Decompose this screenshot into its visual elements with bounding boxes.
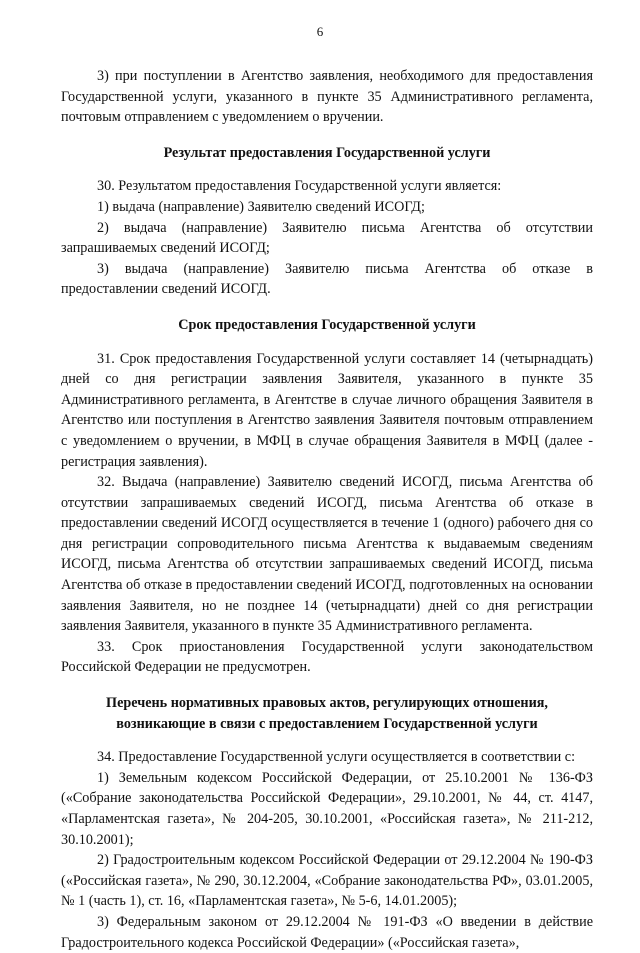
paragraph-31: 31. Срок предоставления Государственной услуги составляет 14 (четырнадцать) дней со дня регистрации заявления Заявителя, указанного в пункте 35 Административного регламента, в Агентстве в случае личного обращения Заявителя в Агентство или поступления в Агентство заявления Заявителя почтовым отправлением с уведомлением о вручении, в МФЦ в случае обращения Заявителя в МФЦ (далее - регистрация заявления).	[61, 350, 593, 470]
section-heading-result: Результат предоставления Государственной услуги	[163, 144, 491, 161]
list-item-34-2: 2) Градостроительным кодексом Российской Федерации от 29.12.2004 № 190-ФЗ («Российская газета», № 290, 30.12.2004, «Собрание законодательства РФ», 03.01.2005, № 1 (часть 1), ст. 16, «Парламентская газета», № 5-6, 14.01.2005);	[61, 852, 593, 910]
intro-paragraph: 3) при поступлении в Агентство заявления, необходимого для предоставления Государственной услуги, указанного в пункте 35 Административного регламента, почтовым отправлением с уведомлением о вручении.	[61, 68, 593, 126]
page-number: 6	[316, 24, 324, 39]
list-item-34-1: 1) Земельным кодексом Российской Федерации, от 25.10.2001 № 136-ФЗ («Собрание законодательства Российской Федерации», 29.10.2001, № 44, ст. 4147, «Парламентская газета», № 204-205, 30.10.2001, «Российская газета», № 211-212, 30.10.2001);	[61, 769, 593, 848]
paragraph-33: 33. Срок приостановления Государственной услуги законодательством Российской Федерации не предусмотрен.	[61, 638, 593, 676]
paragraph-30: 30. Результатом предоставления Государственной услуги является:	[97, 178, 502, 195]
document-body	[61, 66, 593, 953]
paragraph-32: 32. Выдача (направление) Заявителю сведений ИСОГД, письма Агентства об отсутствии запрашиваемых сведений ИСОГД, письма Агентства об отказе в предоставлении сведений ИСОГД осуществляется в течение 1 (одного) рабочего дня со дня регистрации сопроводительного письма Агентства к выдаваемым сведениям ИСОГД, письма Агентства об отсутствии запрашиваемых сведений ИСОГД, письма Агентства об отказе в предоставлении сведений ИСОГД, подготовленных на основании заявления Заявителя, но не позднее 14 (четырнадцати) дней со дня регистрации заявления Заявителя, указанного в пункте 35 Административного регламента.	[61, 474, 593, 635]
section-heading-term: Срок предоставления Государственной услуги	[178, 316, 476, 333]
list-item-30-2: 2) выдача (направление) Заявителю письма Агентства об отсутствии запрашиваемых сведений ИСОГД;	[61, 219, 593, 257]
list-item-34-3: 3) Федеральным законом от 29.12.2004 № 191-ФЗ «О введении в действие Градостроительного кодекса Российской Федерации» («Российская газета»,	[61, 913, 593, 951]
list-item-30-3: 3) выдача (направление) Заявителю письма Агентства об отказе в предоставлении сведений ИСОГД.	[61, 260, 593, 298]
section-heading-acts	[61, 693, 593, 734]
section-heading-acts-line-2: возникающие в связи с предоставлением Государственной услуги	[116, 715, 538, 732]
paragraph-34: 34. Предоставление Государственной услуги осуществляется в соответствии с:	[97, 749, 576, 766]
section-heading-acts-line-1: Перечень нормативных правовых актов, регулирующих отношения,	[106, 695, 548, 712]
list-item-30-1: 1) выдача (направление) Заявителю сведений ИСОГД;	[97, 198, 425, 215]
